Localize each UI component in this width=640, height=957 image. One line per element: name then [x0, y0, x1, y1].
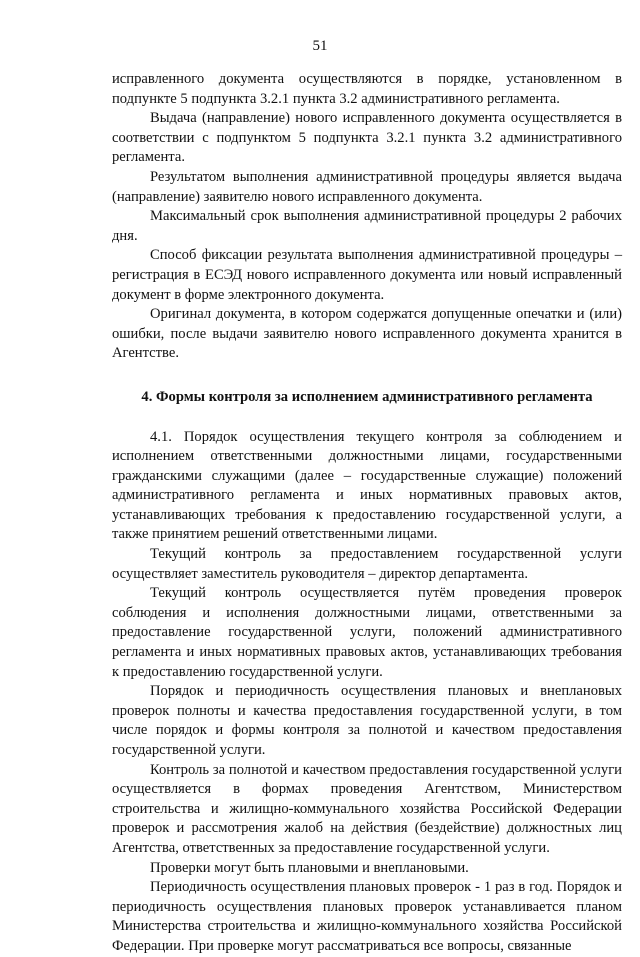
document-body — [112, 70, 622, 957]
paragraph: исправленного документа осуществляются в порядке, установленном в подпункте 5 подпункта 3.2.1 пункта 3.2 административного регламента. — [112, 71, 622, 107]
page-number: 51 — [312, 38, 328, 54]
section-heading: 4. Формы контроля за исполнением административного регламента — [141, 388, 593, 405]
paragraph: Выдача (направление) нового исправленного документа осуществляется в соответствии с подпунктом 5 подпункта 3.2.1 пункта 3.2 административного регламента. — [112, 110, 622, 166]
paragraph: Контроль за полнотой и качеством предоставления государственной услуги осуществляется в формах проведения Агентством, Министерством строительства и жилищно-коммунального хозяйства Российской Федерации проверок и рассмотрения жалоб на действия (бездействие) должностных лиц Агентства, ответственных за предоставление государственной услуги. — [112, 761, 622, 856]
paragraph: Результатом выполнения административной процедуры является выдача (направление) заявителю нового исправленного документа. — [112, 168, 622, 205]
paragraph: 4.1. Порядок осуществления текущего контроля за соблюдением и исполнением ответственными должностными лицами, государственными гражданскими служащими (далее – государственные служащие) положений административного регламента и иных нормативных правовых актов, устанавливающих требования к предоставлению государственной услуги, а также принятием решений ответственными лицами. — [112, 428, 622, 543]
paragraph: Максимальный срок выполнения административной процедуры 2 рабочих дня. — [112, 208, 622, 244]
paragraph: Текущий контроль осуществляется путём проведения проверок соблюдения и исполнения должностными лицами, ответственными за предоставление государственной услуги, положений административного регламента и иных нормативных правовых актов, устанавливающих требования к предоставлению государственной услуги. — [112, 585, 622, 680]
paragraph: Проверки могут быть плановыми и внеплановыми. — [150, 859, 469, 876]
paragraph: Периодичность осуществления плановых проверок - 1 раз в год. Порядок и периодичность осуществления плановых проверок устанавливается планом Министерства строительства и жилищно-коммунального хозяйства Российской Федерации. При проверке могут рассматриваться все вопросы, связанные — [112, 879, 622, 954]
paragraph: Способ фиксации результата выполнения административной процедуры – регистрация в ЕСЭД нового исправленного документа или новый исправленный документ в форме электронного документа. — [112, 247, 622, 303]
paragraph: Текущий контроль за предоставлением государственной услуги осуществляет заместитель руководителя – директор департамента. — [112, 546, 622, 582]
paragraph: Порядок и периодичность осуществления плановых и внеплановых проверок полноты и качества предоставления государственной услуги, в том числе порядок и формы контроля за полнотой и качеством предоставления государственной услуги. — [112, 683, 622, 758]
paragraph: Оригинал документа, в котором содержатся допущенные опечатки и (или) ошибки, после выдачи заявителю нового исправленного документа хранится в Агентстве. — [112, 306, 622, 362]
